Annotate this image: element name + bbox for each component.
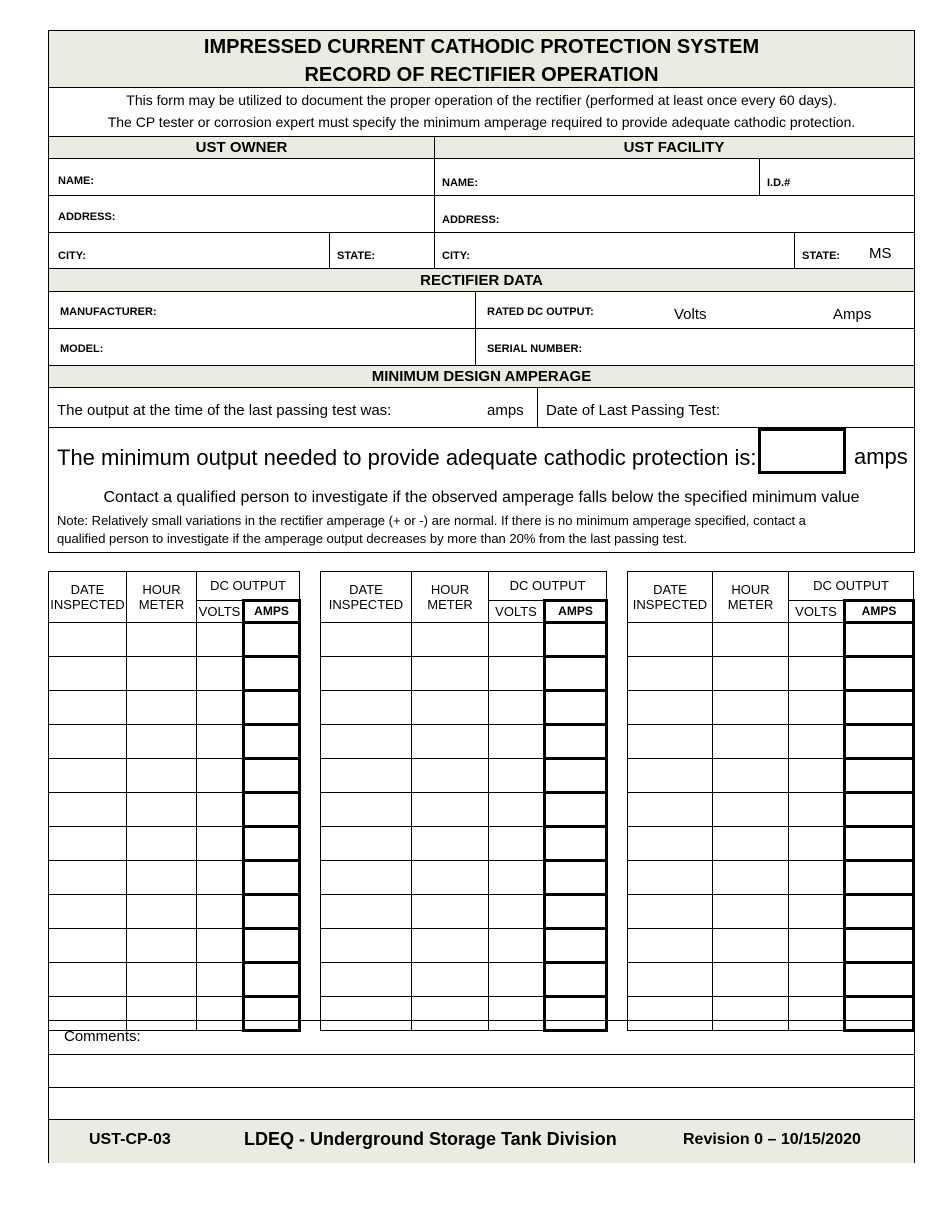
amps-cell[interactable]	[244, 759, 300, 793]
hour-meter-cell[interactable]	[127, 691, 197, 725]
amps-cell[interactable]	[545, 929, 607, 963]
col-amps: AMPS	[545, 601, 607, 623]
log-row	[49, 861, 300, 895]
date-inspected-cell[interactable]	[49, 963, 127, 997]
amps-cell[interactable]	[845, 895, 914, 929]
amps-cell[interactable]	[244, 793, 300, 827]
col-date-inspected	[49, 572, 127, 623]
facility-id-label: I.D.#	[767, 177, 791, 189]
date-inspected-cell[interactable]	[321, 623, 412, 657]
log-row	[49, 827, 300, 861]
col-amps: AMPS	[244, 601, 300, 623]
form-title-line1: IMPRESSED CURRENT CATHODIC PROTECTION SYSTEM	[203, 36, 760, 58]
log-row	[321, 861, 607, 895]
log-row	[49, 963, 300, 997]
min-design-header: MINIMUM DESIGN AMPERAGE	[371, 368, 592, 385]
rated-volts-field[interactable]	[614, 297, 669, 325]
volts-cell[interactable]	[789, 657, 845, 691]
rectifier-data-header: RECTIFIER DATA	[420, 272, 543, 289]
model-field[interactable]	[109, 333, 469, 361]
col-volts: VOLTS	[197, 601, 244, 623]
manufacturer-label: MANUFACTURER:	[60, 306, 157, 318]
hour-meter-cell[interactable]	[127, 929, 197, 963]
volts-cell[interactable]	[789, 725, 845, 759]
col-date-inspected	[321, 572, 412, 623]
volts-cell[interactable]	[489, 963, 545, 997]
log-table-2	[320, 571, 608, 1032]
owner-address-field[interactable]	[124, 201, 424, 229]
amps-cell[interactable]	[545, 657, 607, 691]
hour-meter-cell[interactable]	[127, 657, 197, 691]
date-inspected-cell[interactable]	[49, 657, 127, 691]
col-hour-meter	[127, 572, 197, 623]
log-row	[628, 861, 914, 895]
volts-cell[interactable]	[489, 895, 545, 929]
volts-cell[interactable]	[197, 623, 244, 657]
amps-cell[interactable]	[244, 725, 300, 759]
volts-unit: Volts	[674, 306, 707, 323]
volts-cell[interactable]	[489, 657, 545, 691]
min-output-text: The minimum output needed to provide adequate cathodic protection is:	[57, 445, 757, 470]
comments-label: Comments:	[64, 1028, 141, 1045]
amps-cell[interactable]	[545, 759, 607, 793]
facility-city-field[interactable]	[479, 237, 789, 265]
owner-name-label: NAME:	[58, 175, 95, 187]
date-inspected-cell[interactable]	[628, 963, 713, 997]
volts-cell[interactable]	[489, 623, 545, 657]
hour-meter-cell[interactable]	[412, 827, 489, 861]
volts-cell[interactable]	[197, 895, 244, 929]
col-hour-line1: HOUR	[430, 582, 470, 597]
col-volts: VOLTS	[789, 601, 845, 623]
volts-cell[interactable]	[789, 623, 845, 657]
hour-meter-cell[interactable]	[127, 725, 197, 759]
ust-owner-header: UST OWNER	[195, 139, 288, 156]
hour-meter-cell[interactable]	[713, 963, 789, 997]
amps-cell[interactable]	[845, 963, 914, 997]
owner-city-label: CITY:	[58, 250, 86, 262]
date-inspected-cell[interactable]	[628, 827, 713, 861]
volts-cell[interactable]	[489, 759, 545, 793]
volts-cell[interactable]	[197, 793, 244, 827]
facility-state-value[interactable]: MS	[869, 245, 892, 262]
volts-cell[interactable]	[489, 827, 545, 861]
date-last-test-field[interactable]	[739, 395, 907, 423]
hour-meter-cell[interactable]	[412, 963, 489, 997]
date-inspected-cell[interactable]	[628, 759, 713, 793]
comments-line3-field[interactable]	[54, 1090, 909, 1118]
last-test-amps-unit: amps	[487, 402, 524, 419]
log-row	[49, 895, 300, 929]
hour-meter-cell[interactable]	[127, 827, 197, 861]
col-date-line1: DATE	[653, 582, 687, 597]
amps-cell[interactable]	[545, 793, 607, 827]
volts-cell[interactable]	[197, 759, 244, 793]
date-inspected-cell[interactable]	[49, 691, 127, 725]
hour-meter-cell[interactable]	[713, 895, 789, 929]
agency-name: LDEQ - Underground Storage Tank Division	[244, 1129, 617, 1149]
col-hour-line2: METER	[138, 597, 185, 612]
date-inspected-cell[interactable]	[628, 861, 713, 895]
facility-state-label: STATE:	[802, 250, 841, 262]
date-inspected-cell[interactable]	[321, 895, 412, 929]
log-row	[628, 963, 914, 997]
amps-cell[interactable]	[845, 861, 914, 895]
col-volts: VOLTS	[489, 601, 545, 623]
rated-amps-field[interactable]	[739, 297, 829, 325]
date-inspected-cell[interactable]	[628, 725, 713, 759]
hour-meter-cell[interactable]	[412, 759, 489, 793]
amps-cell[interactable]	[545, 725, 607, 759]
volts-cell[interactable]	[197, 929, 244, 963]
rated-dc-output-label: RATED DC OUTPUT:	[487, 306, 594, 318]
col-dc-output: DC OUTPUT	[789, 572, 914, 601]
form-title-line2: RECORD OF RECTIFIER OPERATION	[304, 64, 659, 86]
hour-meter-cell[interactable]	[713, 861, 789, 895]
log-row	[628, 691, 914, 725]
volts-cell[interactable]	[489, 691, 545, 725]
owner-name-field[interactable]	[119, 165, 424, 193]
hour-meter-cell[interactable]	[412, 861, 489, 895]
volts-cell[interactable]	[489, 725, 545, 759]
facility-city-label: CITY:	[442, 250, 470, 262]
volts-cell[interactable]	[197, 963, 244, 997]
volts-cell[interactable]	[489, 861, 545, 895]
volts-cell[interactable]	[789, 691, 845, 725]
log-row	[321, 725, 607, 759]
log-row	[321, 793, 607, 827]
intro-line2: The CP tester or corrosion expert must specify the minimum amperage required to provide adequate cathodic protection.	[107, 114, 856, 130]
amps-cell[interactable]	[545, 861, 607, 895]
col-hour-meter	[713, 572, 789, 623]
log-row	[628, 895, 914, 929]
log-row	[628, 759, 914, 793]
date-inspected-cell[interactable]	[628, 657, 713, 691]
date-inspected-cell[interactable]	[321, 793, 412, 827]
log-row	[49, 759, 300, 793]
amps-cell[interactable]	[845, 759, 914, 793]
log-row	[628, 793, 914, 827]
hour-meter-cell[interactable]	[127, 963, 197, 997]
date-last-test-label: Date of Last Passing Test:	[546, 402, 720, 419]
owner-state-label: STATE:	[337, 250, 376, 262]
col-date-line2: INSPECTED	[328, 597, 404, 612]
log-row	[49, 929, 300, 963]
amps-cell[interactable]	[845, 929, 914, 963]
col-hour-line1: HOUR	[142, 582, 181, 597]
amps-cell[interactable]	[545, 827, 607, 861]
min-output-amps-box[interactable]	[758, 428, 846, 474]
owner-address-label: ADDRESS:	[58, 211, 116, 223]
date-inspected-cell[interactable]	[49, 861, 127, 895]
col-amps: AMPS	[845, 601, 914, 623]
hour-meter-cell[interactable]	[127, 623, 197, 657]
col-date-line1: DATE	[349, 582, 383, 597]
col-date-line2: INSPECTED	[632, 597, 708, 612]
hour-meter-cell[interactable]	[127, 793, 197, 827]
hour-meter-cell[interactable]	[412, 657, 489, 691]
amps-cell[interactable]	[845, 623, 914, 657]
log-row	[321, 623, 607, 657]
volts-cell[interactable]	[197, 725, 244, 759]
date-inspected-cell[interactable]	[49, 759, 127, 793]
volts-cell[interactable]	[789, 861, 845, 895]
volts-cell[interactable]	[789, 929, 845, 963]
hour-meter-cell[interactable]	[412, 623, 489, 657]
date-inspected-cell[interactable]	[321, 691, 412, 725]
amps-cell[interactable]	[545, 691, 607, 725]
log-row	[321, 657, 607, 691]
log-row	[628, 725, 914, 759]
log-row	[321, 963, 607, 997]
col-date-line1: DATE	[70, 582, 105, 597]
volts-cell[interactable]	[197, 827, 244, 861]
amps-cell[interactable]	[845, 725, 914, 759]
date-inspected-cell[interactable]	[628, 929, 713, 963]
date-inspected-cell[interactable]	[321, 827, 412, 861]
last-test-amps-field[interactable]	[409, 395, 484, 423]
date-inspected-cell[interactable]	[321, 861, 412, 895]
date-inspected-cell[interactable]	[321, 657, 412, 691]
date-inspected-cell[interactable]	[321, 759, 412, 793]
date-inspected-cell[interactable]	[321, 725, 412, 759]
contact-text: Contact a qualified person to investigate if the observed amperage falls below the specified minimum value	[103, 489, 860, 506]
amps-cell[interactable]	[244, 861, 300, 895]
hour-meter-cell[interactable]	[412, 929, 489, 963]
hour-meter-cell[interactable]	[713, 691, 789, 725]
facility-address-field[interactable]	[509, 201, 907, 229]
ust-facility-header: UST FACILITY	[623, 139, 725, 156]
revision: Revision 0 – 10/15/2020	[683, 1131, 861, 1148]
amps-cell[interactable]	[545, 895, 607, 929]
amps-cell[interactable]	[244, 623, 300, 657]
col-hour-line2: METER	[427, 597, 473, 612]
form-number: UST-CP-03	[89, 1131, 171, 1148]
volts-cell[interactable]	[789, 827, 845, 861]
col-date-inspected	[628, 572, 713, 623]
log-row	[49, 657, 300, 691]
hour-meter-cell[interactable]	[713, 623, 789, 657]
hour-meter-cell[interactable]	[713, 759, 789, 793]
date-inspected-cell[interactable]	[49, 793, 127, 827]
volts-cell[interactable]	[789, 963, 845, 997]
amps-cell[interactable]	[244, 657, 300, 691]
serial-number-label: SERIAL NUMBER:	[487, 343, 583, 355]
date-inspected-cell[interactable]	[49, 827, 127, 861]
date-inspected-cell[interactable]	[49, 623, 127, 657]
hour-meter-cell[interactable]	[127, 759, 197, 793]
date-inspected-cell[interactable]	[628, 793, 713, 827]
date-inspected-cell[interactable]	[49, 725, 127, 759]
amps-unit: Amps	[833, 306, 872, 323]
log-row	[628, 657, 914, 691]
amps-cell[interactable]	[545, 623, 607, 657]
log-table-1	[48, 571, 301, 1032]
amps-cell[interactable]	[545, 963, 607, 997]
facility-name-field[interactable]	[489, 165, 754, 193]
col-hour-line1: HOUR	[731, 582, 770, 597]
hour-meter-cell[interactable]	[713, 793, 789, 827]
hour-meter-cell[interactable]	[127, 861, 197, 895]
min-output-amps-unit: amps	[854, 444, 908, 469]
log-row	[628, 623, 914, 657]
log-row	[628, 827, 914, 861]
col-hour-meter	[412, 572, 489, 623]
date-inspected-cell[interactable]	[321, 929, 412, 963]
volts-cell[interactable]	[789, 759, 845, 793]
model-label: MODEL:	[60, 343, 104, 355]
date-inspected-cell[interactable]	[628, 691, 713, 725]
facility-name-label: NAME:	[442, 177, 479, 189]
volts-cell[interactable]	[197, 691, 244, 725]
volts-cell[interactable]	[789, 793, 845, 827]
owner-state-field[interactable]	[384, 237, 429, 265]
log-row	[321, 929, 607, 963]
serial-number-field[interactable]	[589, 333, 907, 361]
amps-cell[interactable]	[244, 963, 300, 997]
log-row	[49, 623, 300, 657]
amps-cell[interactable]	[244, 929, 300, 963]
log-table-3	[627, 571, 915, 1032]
date-inspected-cell[interactable]	[321, 963, 412, 997]
date-inspected-cell[interactable]	[628, 623, 713, 657]
amps-cell[interactable]	[244, 895, 300, 929]
form-header-section	[48, 30, 915, 553]
volts-cell[interactable]	[197, 861, 244, 895]
amps-cell[interactable]	[845, 827, 914, 861]
comments-line1-field[interactable]	[144, 1023, 909, 1051]
manufacturer-field[interactable]	[164, 297, 469, 325]
volts-cell[interactable]	[789, 895, 845, 929]
comments-line2-field[interactable]	[54, 1057, 909, 1085]
facility-address-label: ADDRESS:	[442, 214, 500, 226]
col-hour-line2: METER	[727, 597, 774, 612]
hour-meter-cell[interactable]	[713, 725, 789, 759]
hour-meter-cell[interactable]	[412, 895, 489, 929]
col-date-line2: INSPECTED	[50, 597, 125, 612]
hour-meter-cell[interactable]	[412, 793, 489, 827]
hour-meter-cell[interactable]	[127, 895, 197, 929]
facility-id-field[interactable]	[797, 165, 907, 193]
col-dc-output: DC OUTPUT	[197, 572, 300, 601]
log-row	[321, 691, 607, 725]
date-inspected-cell[interactable]	[628, 895, 713, 929]
amps-cell[interactable]	[845, 793, 914, 827]
log-row	[49, 725, 300, 759]
log-row	[321, 759, 607, 793]
last-test-text: The output at the time of the last passing test was:	[57, 402, 392, 419]
owner-city-field[interactable]	[99, 237, 324, 265]
amps-cell[interactable]	[845, 657, 914, 691]
volts-cell[interactable]	[489, 793, 545, 827]
volts-cell[interactable]	[489, 929, 545, 963]
note-line2: qualified person to investigate if the amperage output decreases by more than 20% from the last passing test.	[57, 531, 688, 546]
date-inspected-cell[interactable]	[49, 929, 127, 963]
log-row	[49, 691, 300, 725]
log-row	[321, 827, 607, 861]
hour-meter-cell[interactable]	[713, 827, 789, 861]
amps-cell[interactable]	[244, 691, 300, 725]
col-dc-output: DC OUTPUT	[489, 572, 607, 601]
note-line1: Note: Relatively small variations in the rectifier amperage (+ or -) are normal. If there is no minimum amperage specified, contact a	[57, 513, 806, 528]
amps-cell[interactable]	[244, 827, 300, 861]
comments-section	[48, 1020, 915, 1163]
hour-meter-cell[interactable]	[713, 657, 789, 691]
hour-meter-cell[interactable]	[412, 725, 489, 759]
log-row	[49, 793, 300, 827]
log-row	[628, 929, 914, 963]
amps-cell[interactable]	[845, 691, 914, 725]
volts-cell[interactable]	[197, 657, 244, 691]
hour-meter-cell[interactable]	[412, 691, 489, 725]
log-row	[321, 895, 607, 929]
date-inspected-cell[interactable]	[49, 895, 127, 929]
intro-line1: This form may be utilized to document the proper operation of the rectifier (performed at least once every 60 days).	[126, 92, 837, 108]
hour-meter-cell[interactable]	[713, 929, 789, 963]
